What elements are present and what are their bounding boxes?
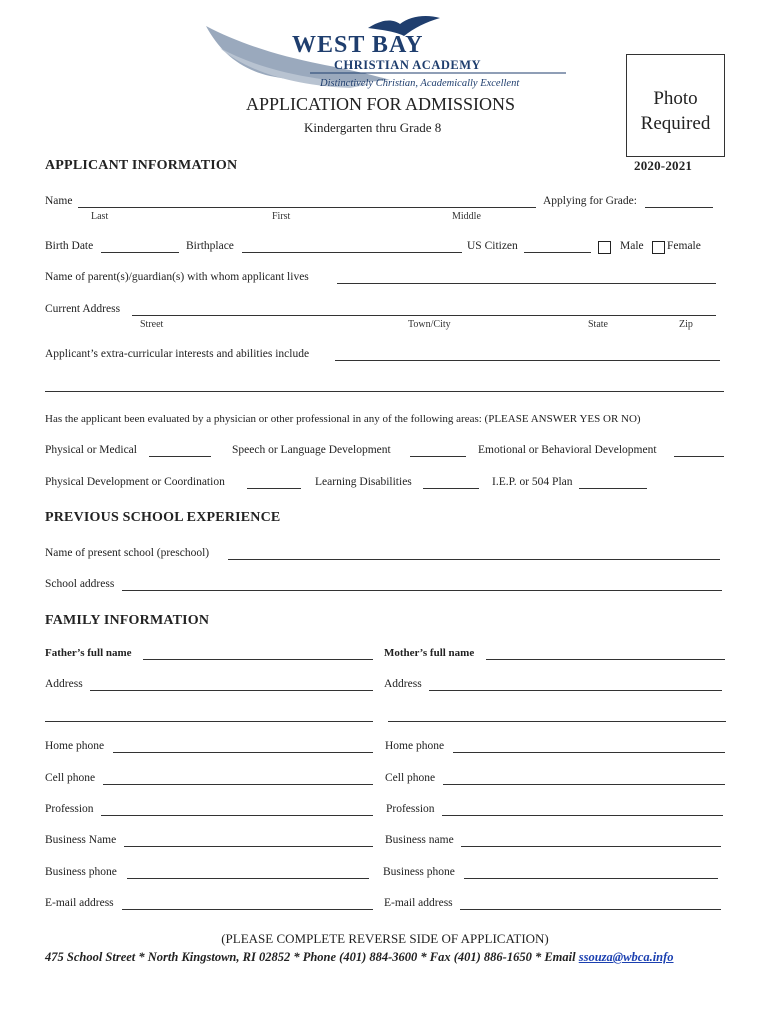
father-business-phone-label: Business phone xyxy=(45,866,117,878)
physical-medical-field[interactable] xyxy=(149,456,211,457)
father-cell-phone-field[interactable] xyxy=(103,784,373,785)
name-field[interactable] xyxy=(78,207,536,208)
mother-email-label: E-mail address xyxy=(384,897,453,909)
email-link[interactable]: ssouza@wbca.info xyxy=(578,950,674,964)
current-address-field[interactable] xyxy=(132,315,716,316)
evaluated-question: Has the applicant been evaluated by a physician or other professional in any of the following areas: (PLEASE ANSWER YES OR NO) xyxy=(45,413,641,425)
mother-name-label: Mother’s full name xyxy=(384,647,475,659)
iep-label: I.E.P. or 504 Plan xyxy=(492,476,573,488)
speech-field[interactable] xyxy=(410,456,466,457)
iep-field[interactable] xyxy=(579,488,647,489)
zip-sublabel: Zip xyxy=(679,319,693,330)
male-label: Male xyxy=(620,240,644,252)
interests-label: Applicant’s extra-curricular interests and abilities include xyxy=(45,348,310,360)
previous-school-heading: PREVIOUS SCHOOL EXPERIENCE xyxy=(45,510,281,525)
father-home-phone-label: Home phone xyxy=(45,740,105,752)
us-citizen-field[interactable] xyxy=(524,252,591,253)
birthplace-field[interactable] xyxy=(242,252,462,253)
us-citizen-label: US Citizen xyxy=(467,240,518,252)
mother-address-field[interactable] xyxy=(429,690,722,691)
physical-development-field[interactable] xyxy=(247,488,301,489)
mother-address-label: Address xyxy=(384,678,422,690)
emotional-field[interactable] xyxy=(674,456,724,457)
learning-field[interactable] xyxy=(423,488,479,489)
father-profession-field[interactable] xyxy=(101,815,373,816)
physical-development-label: Physical Development or Coordination xyxy=(45,476,225,488)
page-subtitle: Kindergarten thru Grade 8 xyxy=(304,120,442,135)
name-label: Name xyxy=(45,195,73,207)
emotional-label: Emotional or Behavioral Development xyxy=(478,444,657,456)
required-label: Required xyxy=(640,113,711,134)
logo-tagline: Distinctively Christian, Academically Excellent xyxy=(320,78,520,89)
photo-required-box xyxy=(626,54,725,157)
interests-field[interactable] xyxy=(335,360,720,361)
female-label: Female xyxy=(667,240,701,252)
page-title: APPLICATION FOR ADMISSIONS xyxy=(246,94,516,114)
school-name-label: Name of present school (preschool) xyxy=(45,547,210,559)
mother-business-phone-field[interactable] xyxy=(464,878,718,879)
interests-field-2[interactable] xyxy=(45,391,724,392)
mother-profession-field[interactable] xyxy=(442,815,723,816)
parents-label: Name of parent(s)/guardian(s) with whom applicant lives xyxy=(45,271,309,283)
school-contact xyxy=(45,950,674,965)
birth-date-field[interactable] xyxy=(101,252,179,253)
physical-medical-label: Physical or Medical xyxy=(45,444,137,456)
father-business-name-field[interactable] xyxy=(124,846,373,847)
town-sublabel: Town/City xyxy=(408,319,451,330)
mother-business-name-field[interactable] xyxy=(461,846,721,847)
mother-cell-phone-field[interactable] xyxy=(443,784,725,785)
father-address-label: Address xyxy=(45,678,83,690)
school-address-field[interactable] xyxy=(122,590,722,591)
reverse-side-note: (PLEASE COMPLETE REVERSE SIDE OF APPLICATION) xyxy=(221,931,549,946)
speech-label: Speech or Language Development xyxy=(232,444,391,456)
mother-business-phone-label: Business phone xyxy=(383,866,455,878)
school-address-label: School address xyxy=(45,578,115,590)
family-heading: FAMILY INFORMATION xyxy=(45,613,210,628)
mother-address-field-2[interactable] xyxy=(388,721,726,722)
state-sublabel: State xyxy=(588,319,608,330)
grade-field[interactable] xyxy=(645,207,713,208)
father-email-field[interactable] xyxy=(122,909,373,910)
school-logo xyxy=(200,14,570,94)
mother-cell-phone-label: Cell phone xyxy=(385,772,436,784)
father-name-label: Father’s full name xyxy=(45,647,132,659)
male-checkbox[interactable] xyxy=(598,241,611,254)
photo-label: Photo xyxy=(653,88,698,109)
current-address-label: Current Address xyxy=(45,303,121,315)
learning-label: Learning Disabilities xyxy=(315,476,412,488)
mother-profession-label: Profession xyxy=(386,803,435,815)
contact-text: 475 School Street * North Kingstown, RI 02852 * Phone (401) 884-3600 * Fax (401) 886-1650 * Email xyxy=(45,950,579,964)
school-year: 2020-2021 xyxy=(634,158,693,173)
father-name-field[interactable] xyxy=(143,659,373,660)
mother-home-phone-field[interactable] xyxy=(453,752,725,753)
father-email-label: E-mail address xyxy=(45,897,114,909)
logo-line2: CHRISTIAN ACADEMY xyxy=(334,58,482,72)
middle-sublabel: Middle xyxy=(452,211,481,222)
mother-home-phone-label: Home phone xyxy=(385,740,445,752)
father-cell-phone-label: Cell phone xyxy=(45,772,96,784)
birthplace-label: Birthplace xyxy=(186,240,234,252)
mother-business-name-label: Business name xyxy=(385,834,454,846)
birth-date-label: Birth Date xyxy=(45,240,94,252)
mother-name-field[interactable] xyxy=(486,659,725,660)
father-business-phone-field[interactable] xyxy=(127,878,369,879)
female-checkbox[interactable] xyxy=(652,241,665,254)
applicant-heading: APPLICANT INFORMATION xyxy=(45,158,238,173)
grade-label: Applying for Grade: xyxy=(543,195,637,207)
parents-field[interactable] xyxy=(337,283,716,284)
mother-email-field[interactable] xyxy=(460,909,721,910)
father-address-field-2[interactable] xyxy=(45,721,373,722)
last-sublabel: Last xyxy=(91,211,109,222)
father-address-field[interactable] xyxy=(90,690,373,691)
father-home-phone-field[interactable] xyxy=(113,752,373,753)
father-business-name-label: Business Name xyxy=(45,834,117,846)
logo-line1: WEST BAY xyxy=(292,32,424,58)
father-profession-label: Profession xyxy=(45,803,94,815)
school-name-field[interactable] xyxy=(228,559,720,560)
street-sublabel: Street xyxy=(140,319,164,330)
first-sublabel: First xyxy=(272,211,291,222)
